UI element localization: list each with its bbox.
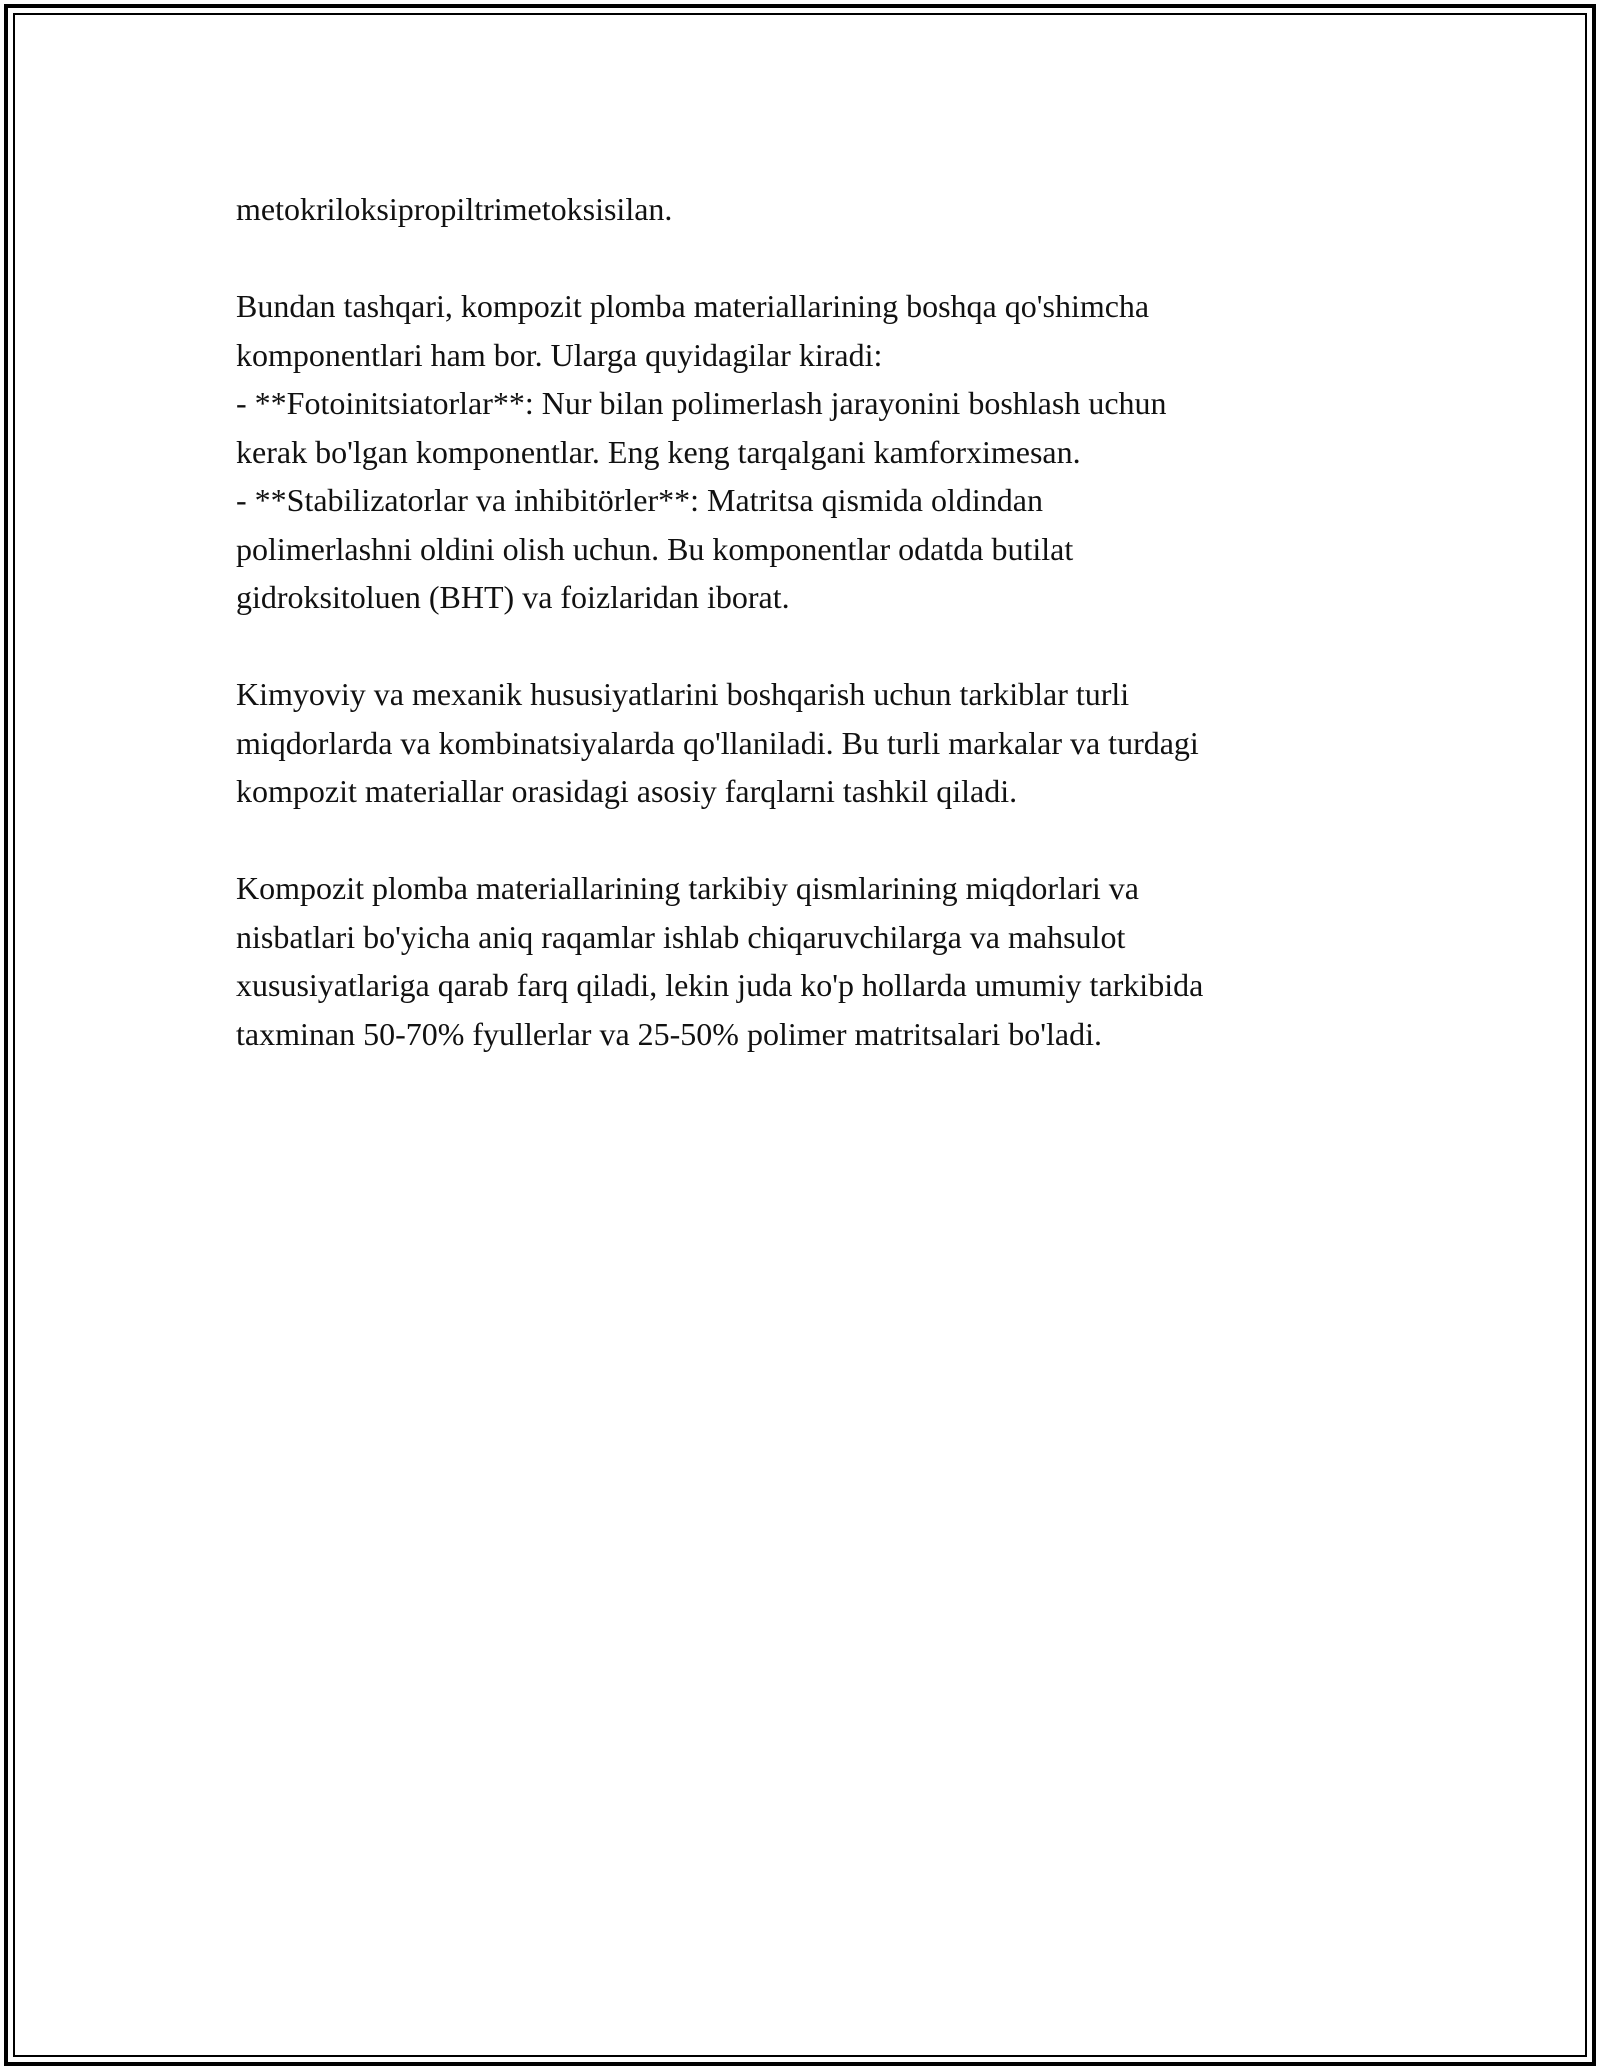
document-body	[236, 185, 1366, 1107]
text-line: xususiyatlariga qarab farq qiladi, lekin juda ko'p hollarda umumiy tarkibida	[236, 967, 1204, 1003]
text-line: polimerlashni oldini olish uchun. Bu komponentlar odatda butilat	[236, 530, 1074, 567]
list-item-stabilizers: - **Stabilizatorlar va inhibitörler**: Matritsa qismida oldindan	[236, 482, 1043, 518]
text-line: nisbatlari bo'yicha aniq raqamlar ishlab chiqaruvchilarga va mahsulot	[236, 918, 1126, 955]
paragraph-4	[236, 864, 1366, 1058]
paragraph-3	[236, 670, 1366, 816]
text-line: taxminan 50-70% fyullerlar va 25-50% polimer matritsalari bo'ladi.	[236, 1015, 1102, 1052]
text-line: komponentlari ham bor. Ularga quyidagilar kiradi:	[236, 336, 883, 373]
list-item-photoinitiators: - **Fotoinitsiatorlar**: Nur bilan polimerlash jarayonini boshlash uchun	[236, 385, 1167, 421]
text-line: kerak bo'lgan komponentlar. Eng keng tarqalgani kamforximesan.	[236, 433, 1081, 470]
text-line: Bundan tashqari, kompozit plomba materiallarining boshqa qo'shimcha	[236, 288, 1150, 324]
text-line: metokriloksipropiltrimetoksisilan.	[236, 191, 673, 227]
paragraph-1	[236, 185, 1366, 234]
text-line: miqdorlarda va kombinatsiyalarda qo'llaniladi. Bu turli markalar va turdagi	[236, 724, 1199, 761]
text-line: Kimyoviy va mexanik hususiyatlarini boshqarish uchun tarkiblar turli	[236, 676, 1130, 712]
text-line: gidroksitoluen (BHT) va foizlaridan iborat.	[236, 579, 790, 615]
text-line: kompozit materiallar orasidagi asosiy farqlarni tashkil qiladi.	[236, 773, 1018, 809]
text-line: Kompozit plomba materiallarining tarkibiy qismlarining miqdorlari va	[236, 870, 1139, 906]
paragraph-2	[236, 282, 1366, 622]
